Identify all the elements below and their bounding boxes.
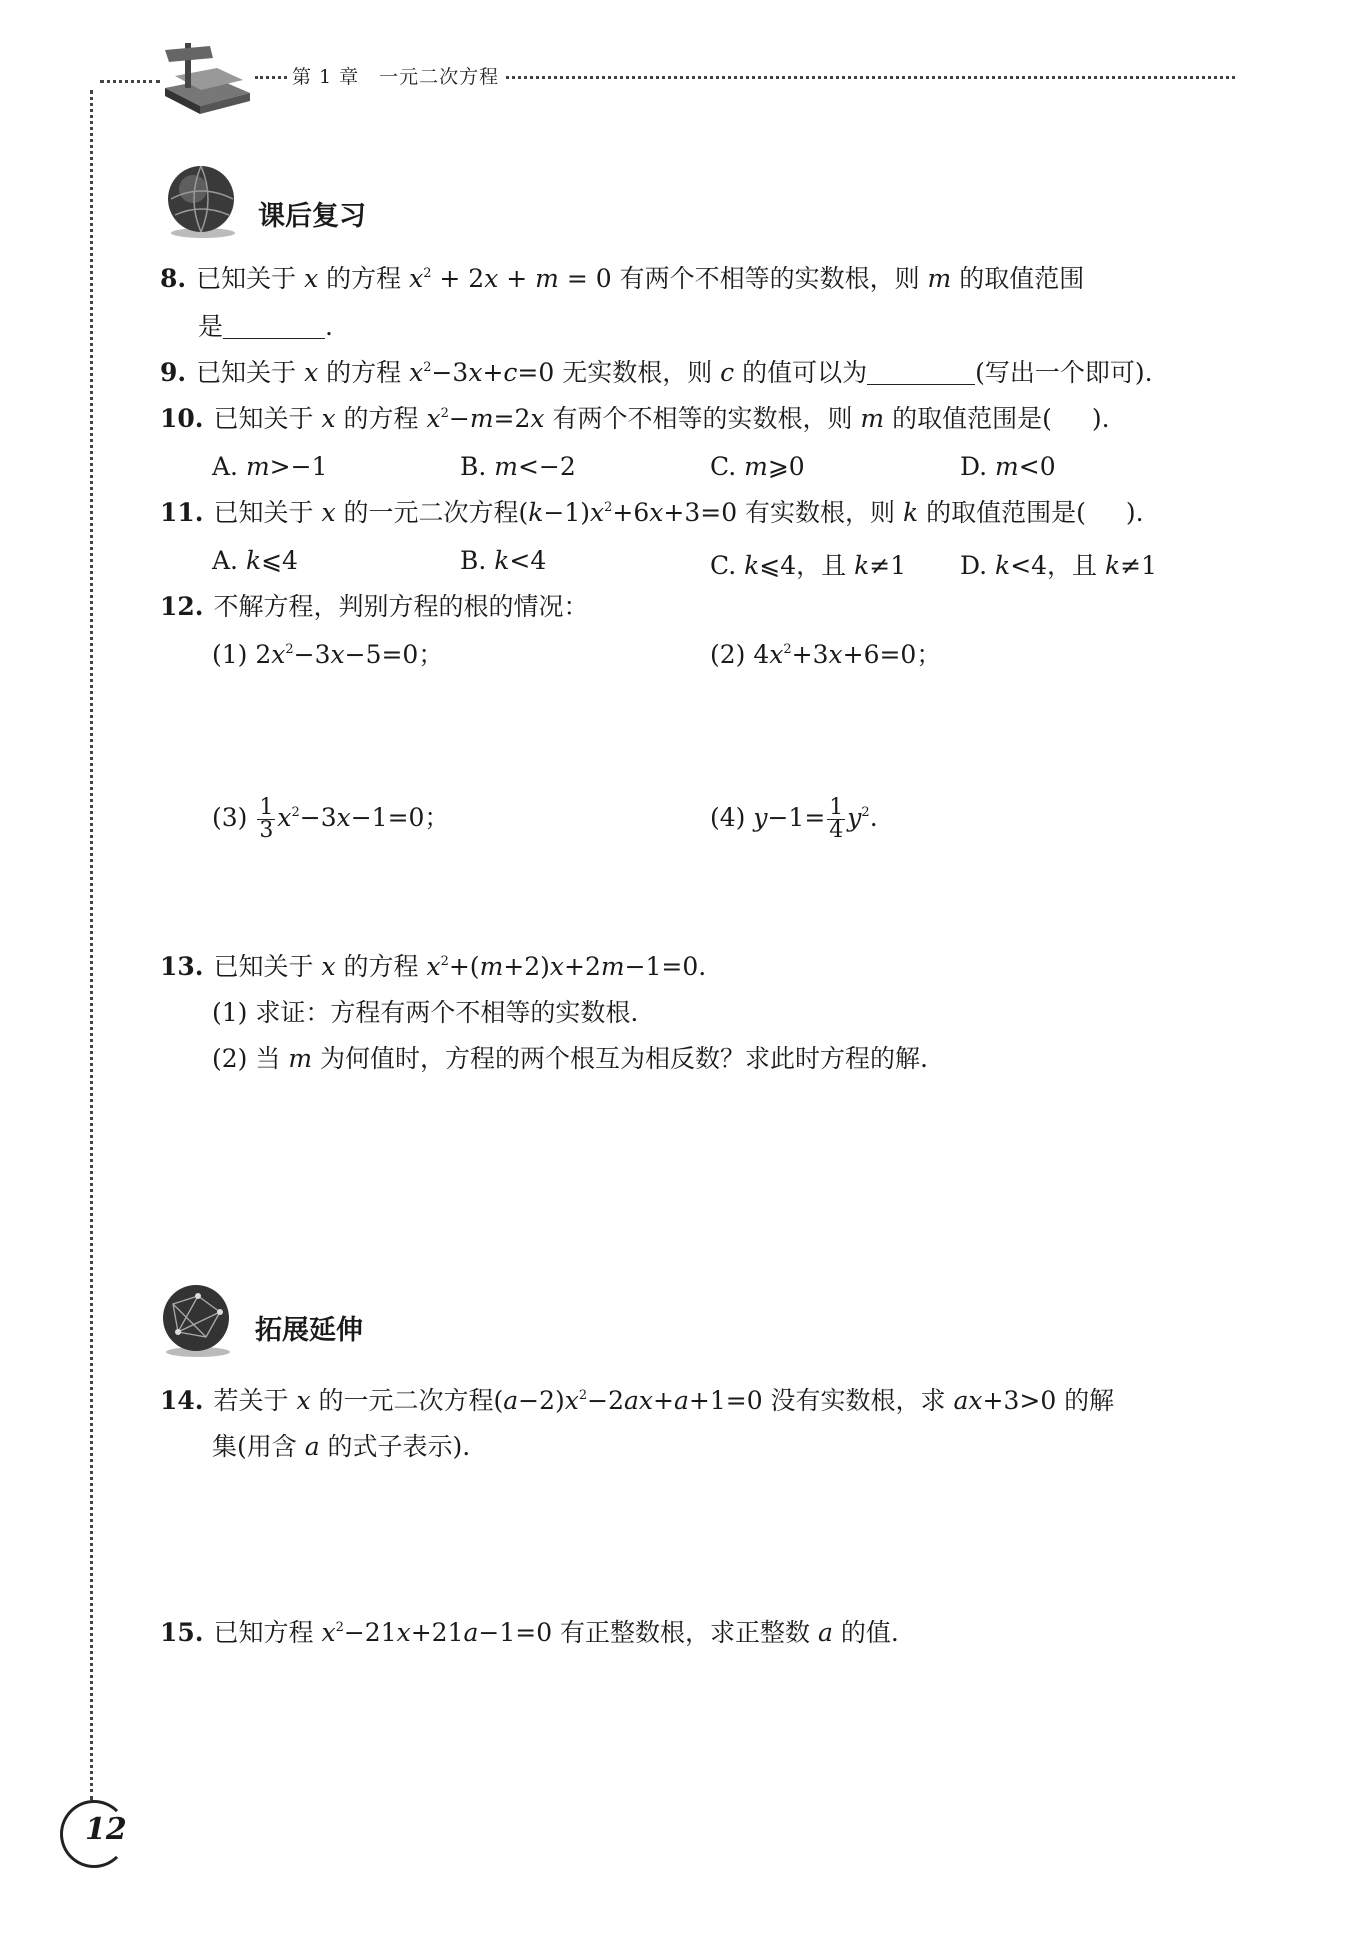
globe-icon — [163, 163, 241, 241]
q10-option-a[interactable]: A. m>−1 — [212, 452, 328, 481]
q12-part-4: (4) y−1= $\frac{1}{4}$ $y^2$. — [710, 795, 878, 843]
question-9: 9. 已知关于 x 的方程 $x^2-3x+c=0$ 无实数根，则 c 的值可以为 (写出一个即可). — [160, 358, 1153, 387]
answer-blank-8[interactable] — [223, 312, 325, 339]
section-title-review: 课后复习 — [258, 201, 366, 232]
q12-part-2: (2) $4x^2+3x+6=0$； — [710, 640, 942, 669]
q12-part-3: (3) $\frac{1}{3}$ $x^2-3x-1=0$； — [212, 795, 450, 843]
header-dotted-rule-left — [100, 80, 160, 83]
question-12: 12. 不解方程，判别方程的根的情况： — [160, 592, 589, 621]
question-8-line2: 是 . — [198, 312, 333, 341]
question-8-number: 8. — [160, 264, 187, 293]
answer-blank-9[interactable] — [867, 358, 975, 385]
question-13: 13. 已知关于 x 的方程 $x^2+(m+2)x+2m-1=0$. — [160, 952, 707, 981]
question-10: 10. 已知关于 x 的方程 $x^2-m=2x$ 有两个不相等的实数根，则 m 的取值范围是( ). — [160, 404, 1110, 433]
header-logo-icon — [155, 38, 255, 118]
q13-part-2: (2) 当 m 为何值时，方程的两个根互为相反数？求此时方程的解. — [212, 1044, 928, 1073]
question-11: 11. 已知关于 x 的一元二次方程$(k-1)x^2+6x+3=0$ 有实数根，则 k 的取值范围是( ). — [160, 498, 1144, 527]
question-15: 15. 已知方程 $x^2-21x+21a-1=0$ 有正整数根，求正整数 a 的值. — [160, 1618, 899, 1647]
fraction-one-third: $\frac{1}{3}$ — [259, 795, 274, 843]
chapter-header: 第 1 章 一元二次方程 — [288, 62, 503, 89]
question-14-line2: 集(用含 a 的式子表示). — [212, 1432, 471, 1461]
q10-option-d[interactable]: D. m<0 — [960, 452, 1056, 481]
question-14-line1: 14. 若关于 x 的一元二次方程$(a-2)x^2-2ax+a+1=0$ 没有实数根，求 ax+3>0 的解 — [160, 1386, 1115, 1415]
q12-part-1: (1) $2x^2-3x-5=0$； — [212, 640, 444, 669]
question-8-line1: 8. 已知关于 x 的方程 $x^2 + 2x + m = 0$ 有两个不相等的实数根，则 m 的取值范围 — [160, 264, 1085, 293]
q11-option-d[interactable]: D. k<4，且 k≠1 — [960, 551, 1158, 580]
page-number: 12 — [85, 1812, 127, 1847]
q11-option-b[interactable]: B. k<4 — [460, 546, 547, 575]
left-dotted-margin — [90, 90, 93, 1800]
section-title-extension: 拓展延伸 — [255, 1315, 363, 1346]
fraction-one-quarter: $\frac{1}{4}$ — [829, 795, 844, 843]
network-globe-icon — [158, 1282, 236, 1360]
q11-option-a[interactable]: A. k⩽4 — [212, 546, 298, 575]
q11-option-c[interactable]: C. k⩽4，且 k≠1 — [710, 551, 907, 580]
q10-option-c[interactable]: C. m⩾0 — [710, 452, 805, 481]
q13-part-1: (1) 求证：方程有两个不相等的实数根. — [212, 998, 639, 1027]
q10-option-b[interactable]: B. m<−2 — [460, 452, 576, 481]
